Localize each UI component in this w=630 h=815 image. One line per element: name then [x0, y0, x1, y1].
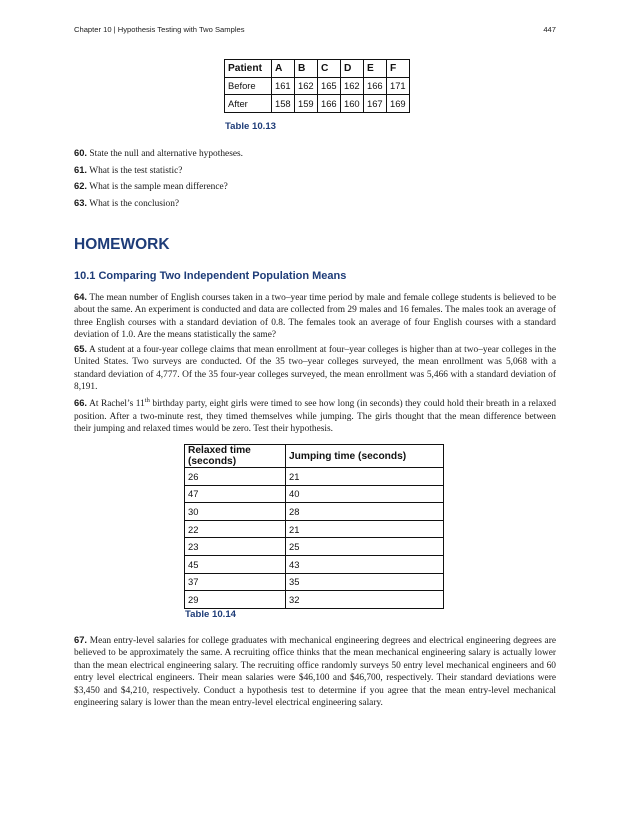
table-header-cell: E [364, 60, 387, 78]
question-item [74, 197, 179, 209]
table-cell: 45 [185, 555, 286, 573]
table-row [185, 573, 444, 591]
problem-text-start: At Rachel’s 11 [89, 399, 145, 410]
table-caption: Table 10.13 [225, 121, 277, 132]
table-cell: 158 [272, 95, 295, 113]
ordinal-suffix: th [144, 397, 150, 404]
table-row [225, 95, 410, 113]
table-cell: 30 [185, 503, 286, 521]
table-row [185, 555, 444, 573]
table-cell: 37 [185, 573, 286, 591]
running-header: Chapter 10 | Hypothesis Testing with Two Samples [74, 25, 245, 34]
table-cell: 166 [364, 77, 387, 95]
table-cell: Before [225, 77, 272, 95]
table-cell: 43 [286, 555, 444, 573]
problem-64 [74, 291, 556, 342]
problem-text: A student at a four-year college claims that mean enrollment at four–year colleges is higher than at two–year colleges in the United States. Two surveys are conducted. Of the 35 two–year colleges surveyed, the mean enrollment was 5,068 with a standard deviation of 4,777. Of the 35 four-year colleges surveyed, the mean enrollment was 5,466 with a standard deviation of 8,191. [74, 345, 556, 393]
table-cell: 162 [341, 77, 364, 95]
problem-text: Mean entry-level salaries for college graduates with mechanical engineering degrees and electrical engineering degrees are believed to be approximately the same. A recruiting office thinks that the mean mechanical engineering salary is actually lower than the mean electrical engineering salary. The recruiting office randomly surveys 50 entry level mechanical engineers and 60 entry level electrical engineers. Their mean salaries were $46,100 and $46,700, respectively. Their standard deviations were $3,450 and $4,210, respectively. Conduct a hypothesis test to determine if you agree that the mean entry-level mechanical engineering salary is lower than the mean entry-level electrical engineering salary. [74, 636, 556, 709]
table-header-row [225, 60, 410, 78]
table-row [185, 485, 444, 503]
table-cell: 166 [318, 95, 341, 113]
table-header-cell: A [272, 60, 295, 78]
table-cell: 21 [286, 520, 444, 538]
table-header-cell: F [387, 60, 410, 78]
problem-number: 64. [74, 291, 88, 302]
homework-heading: HOMEWORK [74, 236, 170, 253]
question-text: What is the conclusion? [89, 199, 180, 209]
table-cell: 35 [286, 573, 444, 591]
table-cell: 28 [286, 503, 444, 521]
table-cell: 169 [387, 95, 410, 113]
question-text: State the null and alternative hypotheses. [89, 149, 243, 159]
table-header-cell: B [295, 60, 318, 78]
table-10-14 [184, 444, 444, 609]
question-number: 61. [74, 164, 88, 175]
table-cell: 159 [295, 95, 318, 113]
table-cell: 23 [185, 538, 286, 556]
problem-66 [74, 395, 556, 435]
table-cell: 26 [185, 468, 286, 486]
table-cell: 21 [286, 468, 444, 486]
table-row [185, 503, 444, 521]
problem-number: 66. [74, 397, 88, 409]
table-header-row [185, 445, 444, 468]
table-cell: 160 [341, 95, 364, 113]
section-heading: 10.1 Comparing Two Independent Population Means [74, 270, 347, 282]
page-number: 447 [543, 25, 556, 34]
table-cell: 47 [185, 485, 286, 503]
table-cell: 32 [286, 591, 444, 609]
problem-number: 65. [74, 343, 88, 354]
table-cell: 29 [185, 591, 286, 609]
table-header-cell: Patient [225, 60, 272, 78]
table-cell: 165 [318, 77, 341, 95]
table-cell: 167 [364, 95, 387, 113]
table-header-cell: D [341, 60, 364, 78]
question-text: What is the test statistic? [89, 166, 183, 176]
table-cell: 25 [286, 538, 444, 556]
problem-65 [74, 343, 556, 394]
table-cell: 161 [272, 77, 295, 95]
table-row [225, 77, 410, 95]
table-caption: Table 10.14 [185, 609, 237, 620]
table-cell: 22 [185, 520, 286, 538]
table-row [185, 520, 444, 538]
problem-67 [74, 634, 556, 709]
table-cell: 171 [387, 77, 410, 95]
question-item [74, 164, 182, 176]
table-row [185, 538, 444, 556]
table-10-13 [224, 59, 410, 113]
question-number: 63. [74, 197, 88, 208]
problem-text-end: birthday party, eight girls were timed to see how long (in seconds) they could hold their breath in a relaxed position. After a two-minute rest, they timed themselves while jumping. The girls thought that the mean difference between their jumping and relaxed times would be zero. Test their hypothesis. [74, 399, 557, 434]
problem-text: The mean number of English courses taken in a two–year time period by male and female college students is believed to be about the same. An experiment is conducted and data are collected from 29 males and 16 females. The males took an average of three English courses with a standard deviation of 0.8. The females took an average of four English courses with a standard deviation of 1.0. Are the means statistically the same? [74, 293, 556, 341]
table-cell: 40 [286, 485, 444, 503]
table-row [185, 468, 444, 486]
question-text: What is the sample mean difference? [89, 182, 228, 192]
problem-number: 67. [74, 634, 88, 645]
question-number: 62. [74, 180, 88, 191]
table-header-cell: Relaxed time (seconds) [185, 445, 286, 468]
table-header-cell: Jumping time (seconds) [286, 445, 444, 468]
question-item [74, 147, 243, 159]
table-cell: After [225, 95, 272, 113]
question-item [74, 180, 228, 192]
table-header-cell: C [318, 60, 341, 78]
table-cell: 162 [295, 77, 318, 95]
table-row [185, 591, 444, 609]
question-number: 60. [74, 147, 88, 158]
